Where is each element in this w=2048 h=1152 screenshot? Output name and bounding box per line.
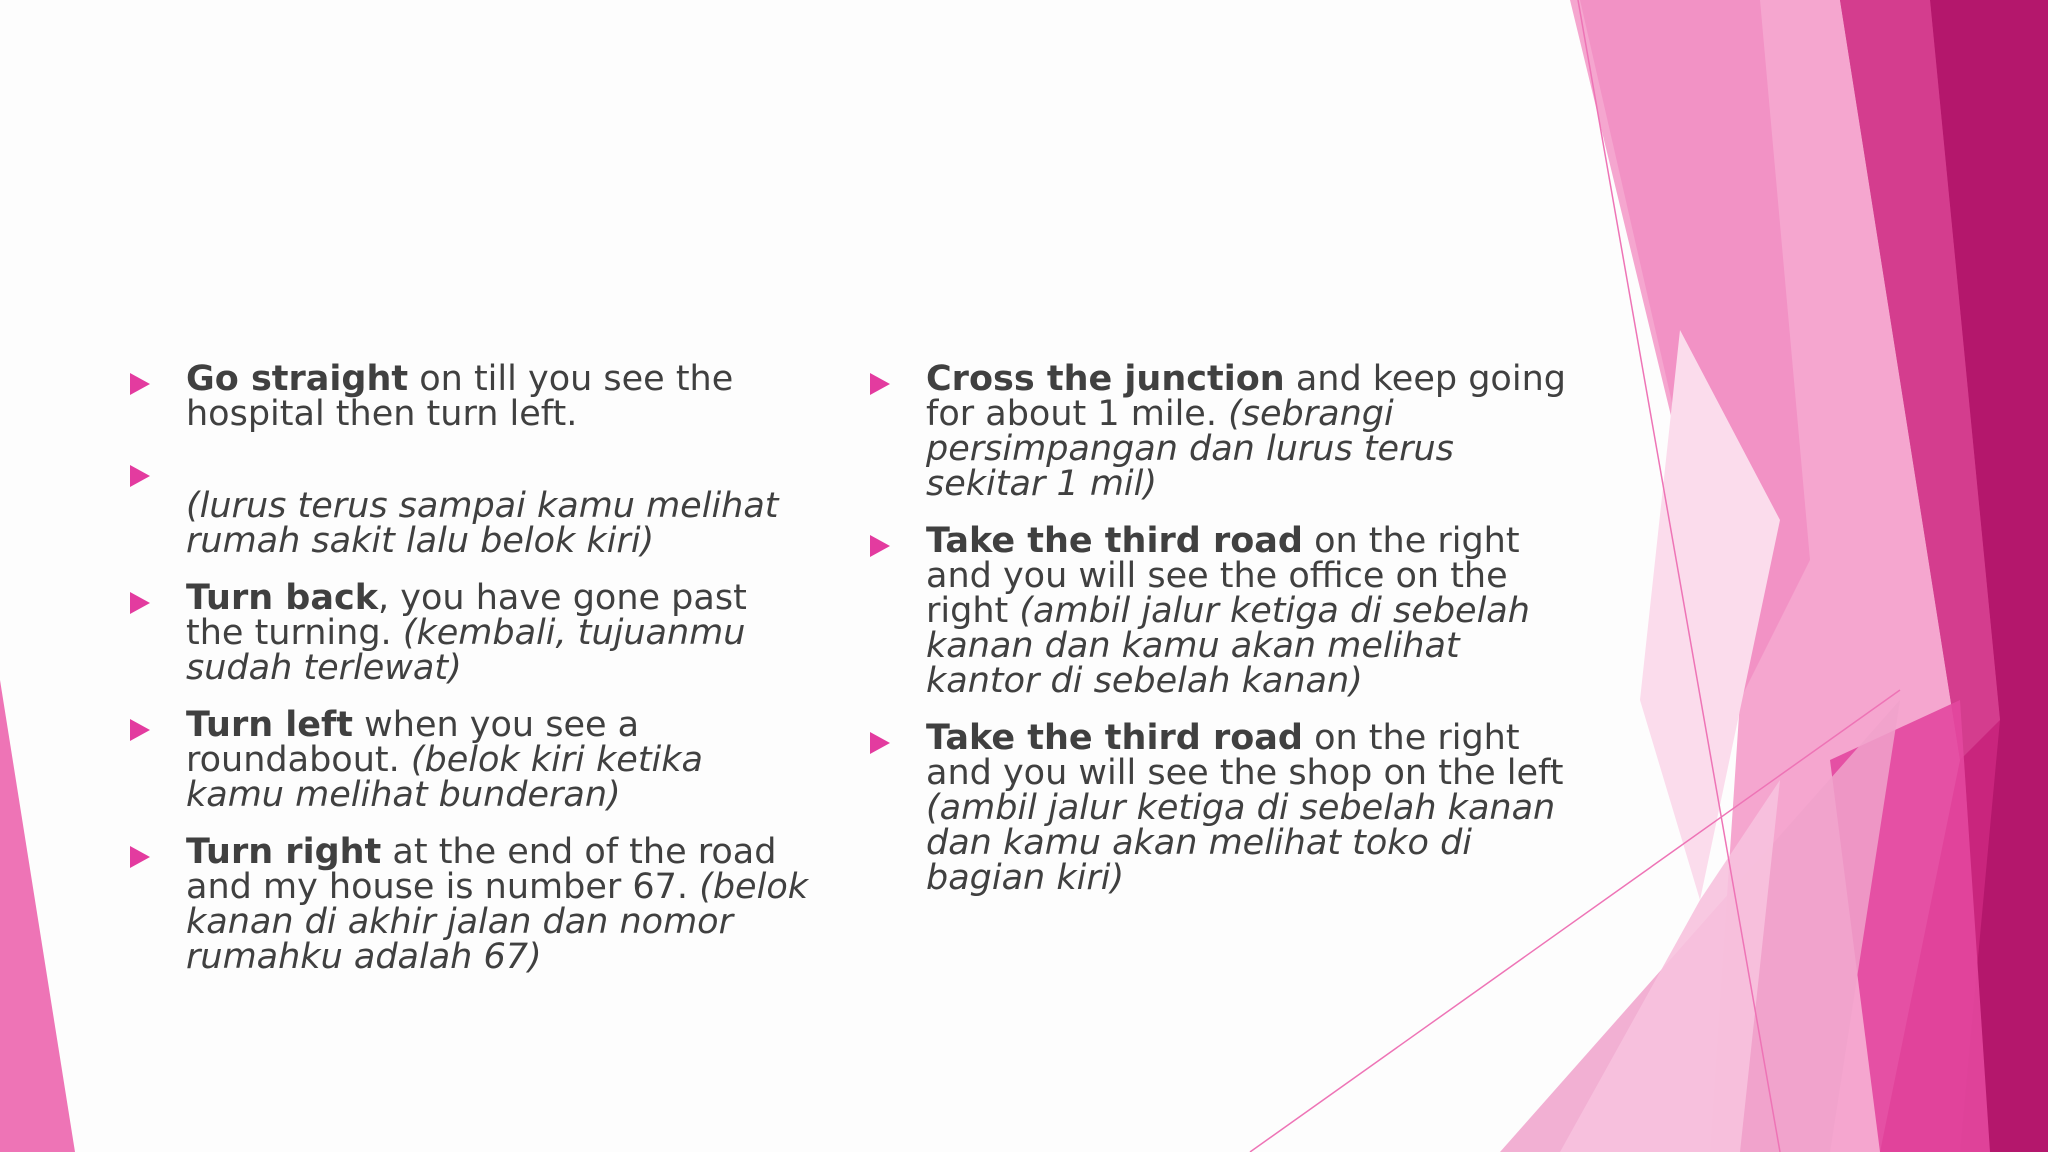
direction-text: on the right and you will see the office on the right	[926, 521, 1520, 631]
list-item	[130, 832, 810, 977]
empty-line	[186, 454, 810, 489]
direction-translation: (ambil jalur ketiga di sebelah kanan dan kamu akan melihat toko di bagian kiri)	[926, 788, 1556, 898]
bullet-arrow-icon	[130, 465, 150, 487]
direction-text: , you have gone past the turning.	[186, 578, 747, 653]
direction-term: Go straight	[186, 359, 409, 399]
direction-translation: (lurus terus sampai kamu melihat rumah sakit lalu belok kiri)	[186, 486, 779, 561]
direction-translation: (belok kanan di akhir jalan dan nomor rumahku adalah 67)	[186, 867, 808, 977]
direction-term: Turn left	[186, 705, 354, 745]
list-item	[130, 454, 810, 559]
list-item	[130, 578, 810, 688]
left-pink-wedge	[0, 680, 75, 1152]
right-bullet-list	[870, 359, 1570, 918]
list-item	[870, 359, 1570, 504]
list-item	[130, 705, 810, 815]
direction-term: Take the third road	[926, 521, 1303, 561]
direction-text: on the right and you will see the shop on the left	[926, 718, 1564, 793]
list-item	[870, 718, 1570, 898]
bullet-arrow-icon	[870, 373, 890, 395]
direction-translation: (sebrangi persimpangan dan lurus terus sekitar 1 mil)	[926, 394, 1454, 504]
direction-term: Cross the junction	[926, 359, 1285, 399]
direction-term: Take the third road	[926, 718, 1303, 758]
left-bullet-list	[130, 359, 810, 997]
direction-text: when you see a roundabout.	[186, 705, 640, 780]
list-item	[870, 521, 1570, 701]
direction-translation: (kembali, tujuanmu sudah terlewat)	[186, 613, 746, 688]
direction-term: Turn back	[186, 578, 379, 618]
bullet-arrow-icon	[870, 535, 890, 557]
direction-text: and keep going for about 1 mile.	[926, 359, 1566, 434]
bullet-arrow-icon	[130, 846, 150, 868]
bullet-arrow-icon	[130, 719, 150, 741]
direction-text: at the end of the road and my house is number 67.	[186, 832, 777, 907]
bullet-arrow-icon	[130, 592, 150, 614]
direction-translation: (ambil jalur ketiga di sebelah kanan dan kamu akan melihat kantor di sebelah kanan)	[926, 591, 1530, 701]
bullet-arrow-icon	[870, 732, 890, 754]
direction-text: on till you see the hospital then turn left.	[186, 359, 734, 434]
list-item	[130, 359, 810, 434]
bullet-arrow-icon	[130, 373, 150, 395]
direction-translation: (belok kiri ketika kamu melihat bunderan)	[186, 740, 703, 815]
direction-term: Turn right	[186, 832, 382, 872]
